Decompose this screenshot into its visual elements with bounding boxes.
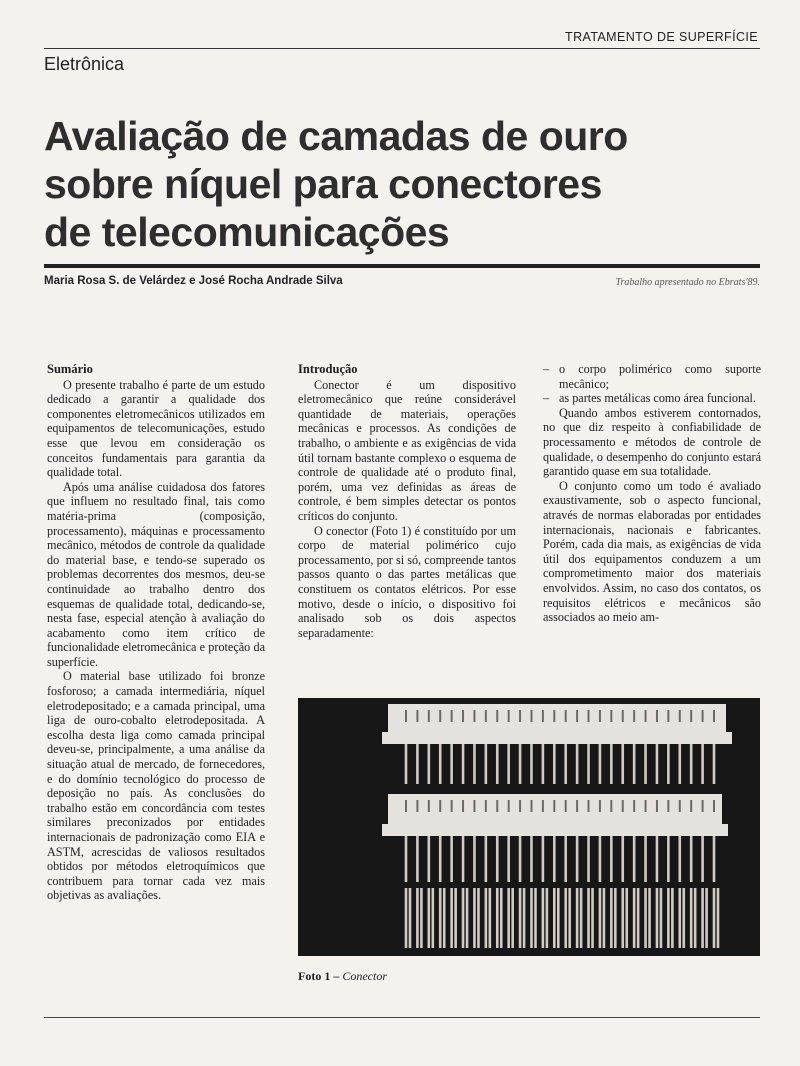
connector-pin bbox=[603, 888, 606, 948]
connector-slot bbox=[622, 710, 624, 722]
connector-pin bbox=[462, 888, 465, 948]
connector-slot bbox=[542, 710, 544, 722]
connector-slot bbox=[622, 800, 624, 812]
photo-caption bbox=[298, 969, 387, 984]
top-rule bbox=[44, 48, 760, 49]
connector-pin bbox=[496, 836, 499, 882]
connector-pin bbox=[519, 744, 522, 784]
connector-pin bbox=[690, 744, 693, 784]
connector-pin bbox=[610, 744, 613, 784]
connector-flange bbox=[382, 732, 732, 744]
connector-pin bbox=[705, 888, 708, 948]
connector-pin bbox=[553, 836, 556, 882]
connector-pin bbox=[701, 744, 704, 784]
connector-slot bbox=[553, 800, 555, 812]
connector-slot bbox=[508, 800, 510, 812]
connector-pin bbox=[660, 888, 663, 948]
caption-text: Conector bbox=[342, 969, 387, 983]
connector-pin bbox=[568, 888, 571, 948]
connector-pin bbox=[678, 888, 681, 948]
connector-pin bbox=[648, 888, 651, 948]
connector-pin bbox=[644, 744, 647, 784]
connector-pin bbox=[599, 888, 602, 948]
connector-slot bbox=[610, 710, 612, 722]
connector-pin bbox=[553, 744, 556, 784]
connector-pin bbox=[656, 744, 659, 784]
connector-slot bbox=[667, 800, 669, 812]
caption-label: Foto 1 – bbox=[298, 969, 340, 983]
aspects-list bbox=[543, 362, 761, 406]
connector-pin bbox=[519, 836, 522, 882]
connector-pin bbox=[530, 836, 533, 882]
connector-pin bbox=[416, 836, 419, 882]
connector-pin bbox=[644, 888, 647, 948]
connector-slot bbox=[485, 800, 487, 812]
connector-pin bbox=[530, 744, 533, 784]
connector-slot bbox=[439, 710, 441, 722]
connector-pin bbox=[473, 836, 476, 882]
connector-pin bbox=[507, 744, 510, 784]
connector-pin bbox=[678, 836, 681, 882]
connector-pin bbox=[564, 836, 567, 882]
connector-pin bbox=[519, 888, 522, 948]
connector-pin bbox=[621, 836, 624, 882]
connector-slot bbox=[508, 710, 510, 722]
connector-slot bbox=[473, 800, 475, 812]
connector-slot bbox=[519, 710, 521, 722]
section-tag: TRATAMENTO DE SUPERFÍCIE bbox=[565, 30, 758, 44]
connector-slot bbox=[405, 800, 407, 812]
connector-pin bbox=[713, 888, 716, 948]
connector-slot bbox=[462, 800, 464, 812]
connector-slot bbox=[462, 710, 464, 722]
connector-pin bbox=[644, 836, 647, 882]
connector-pin bbox=[713, 836, 716, 882]
connector-pin bbox=[454, 888, 457, 948]
introduction-column bbox=[298, 362, 516, 640]
connector-pin bbox=[564, 888, 567, 948]
introduction-paragraph: O conector (Foto 1) é constituído por um corpo de material polimérico cujo processamento, por si só, compreende tantos passos quanto o das partes metálicas que constituem os contatos elétricos. Por esse motivo, desde o início, o dispositivo foi analisado sob os dois aspectos separadamente: bbox=[298, 523, 516, 640]
summary-column bbox=[47, 362, 265, 903]
connector-slot bbox=[565, 710, 567, 722]
connector-slot bbox=[713, 800, 715, 812]
list-dash: – bbox=[543, 391, 550, 406]
connector-pin bbox=[542, 744, 545, 784]
connector-pin bbox=[439, 836, 442, 882]
connector-pin bbox=[542, 836, 545, 882]
connector-pin bbox=[564, 744, 567, 784]
connector-pin bbox=[485, 888, 488, 948]
connector-pin bbox=[485, 744, 488, 784]
connector-slot bbox=[588, 710, 590, 722]
bottom-rule bbox=[44, 1017, 760, 1018]
connector-pin bbox=[694, 888, 697, 948]
connector-pin bbox=[599, 744, 602, 784]
connector-slot bbox=[656, 800, 658, 812]
connector-pin bbox=[625, 888, 628, 948]
connector-pin bbox=[701, 888, 704, 948]
connector-pin bbox=[633, 744, 636, 784]
connector-pin bbox=[546, 888, 549, 948]
title-rule bbox=[44, 264, 760, 268]
connector-pin bbox=[489, 888, 492, 948]
connector-pin bbox=[416, 744, 419, 784]
authors: Maria Rosa S. de Velárdez e José Rocha Andrade Silva bbox=[44, 275, 343, 287]
connector-pin bbox=[580, 888, 583, 948]
continuation-paragraph: O conjunto como um todo é avaliado exaustivamente, sob o aspecto funcional, através de normas elaboradas por entidades internacionais, nacionais e fabricantes. Porém, cada dia mais, as exigências de vida útil dos equipamentos conduzem a um comprometimento maior dos materiais envolvidos. Assim, no caso dos contatos, os requisitos elétricos e mecânicos são associados ao meio am- bbox=[543, 478, 761, 625]
connector-slot bbox=[553, 710, 555, 722]
connector-pin bbox=[671, 888, 674, 948]
continuation-paragraph: Quando ambos estiverem contornados, no que diz respeito à confiabilidade de processamento e métodos de controle de qualidade, o desempenho do conjunto estará garantido quase em sua totalidade. bbox=[543, 405, 761, 479]
connector-pin bbox=[667, 744, 670, 784]
title-line: sobre níquel para conectores bbox=[44, 161, 602, 207]
connector-pin bbox=[542, 888, 545, 948]
connector-pin bbox=[557, 888, 560, 948]
connector-slot bbox=[451, 710, 453, 722]
connector-pin bbox=[633, 888, 636, 948]
list-item-text: o corpo polimérico como suporte mecânico; bbox=[559, 362, 761, 391]
connector-slot bbox=[679, 710, 681, 722]
connector-pin bbox=[667, 836, 670, 882]
connector-pin bbox=[682, 888, 685, 948]
connector-slot bbox=[451, 800, 453, 812]
connector-slot bbox=[565, 800, 567, 812]
connector-slot bbox=[428, 710, 430, 722]
connector-slot bbox=[542, 800, 544, 812]
connector-pin bbox=[717, 888, 720, 948]
list-item bbox=[543, 391, 761, 406]
connector-slot bbox=[656, 710, 658, 722]
connector-pin bbox=[553, 888, 556, 948]
connector-slot bbox=[485, 710, 487, 722]
connector-pin bbox=[656, 888, 659, 948]
connector-pin bbox=[656, 836, 659, 882]
connector-slot bbox=[428, 800, 430, 812]
connector-photo-image bbox=[298, 698, 760, 956]
connector-pin bbox=[690, 888, 693, 948]
connector-pin bbox=[576, 888, 579, 948]
connector-pin bbox=[701, 836, 704, 882]
connector-slot bbox=[645, 710, 647, 722]
connector-pin bbox=[473, 744, 476, 784]
connector-pin bbox=[507, 888, 510, 948]
connector-pin bbox=[432, 888, 435, 948]
connector-slot bbox=[588, 800, 590, 812]
connector-slot bbox=[610, 800, 612, 812]
article-title bbox=[44, 112, 760, 256]
connector-photo bbox=[298, 698, 760, 956]
connector-pin bbox=[576, 744, 579, 784]
connector-pin bbox=[511, 888, 514, 948]
connector-slot bbox=[519, 800, 521, 812]
connector-pin bbox=[450, 888, 453, 948]
connector-pin bbox=[534, 888, 537, 948]
connector-pin bbox=[439, 744, 442, 784]
connector-pin bbox=[443, 888, 446, 948]
connector-pin bbox=[507, 836, 510, 882]
connector-pin bbox=[690, 836, 693, 882]
connector-pin bbox=[614, 888, 617, 948]
connector-slot bbox=[473, 710, 475, 722]
connector-pin bbox=[587, 836, 590, 882]
summary-paragraph: O material base utilizado foi bronze fosforoso; a camada intermediária, níquel eletrodepositado; e a camada principal, uma liga de ouro-cobalto eletrodepositada. A escolha desta liga como camada principal deveu-se, principalmente, a uma análise da situação atual de mercado, de fornecedores, e do domínio tecnológico do processo de deposição no país. As conclusões do trabalho estão em concordância com testes similares preconizados por entidades internacionais de padronização como EIA e ASTM, acrescidas de valiosos resultados obtidos por métodos eletroquímicos que contribuem para tornar cada vez mais objetivas as avaliações. bbox=[47, 669, 265, 903]
connector-pin bbox=[591, 888, 594, 948]
connector-pin bbox=[621, 744, 624, 784]
connector-pin bbox=[667, 888, 670, 948]
connector-pin bbox=[621, 888, 624, 948]
connector-slot bbox=[599, 800, 601, 812]
connector-pin bbox=[428, 888, 431, 948]
summary-heading: Sumário bbox=[47, 362, 93, 376]
connector-pin bbox=[610, 836, 613, 882]
connector-slot bbox=[645, 800, 647, 812]
connector-pin bbox=[678, 744, 681, 784]
continuation-column bbox=[543, 362, 761, 625]
connector-pin bbox=[496, 888, 499, 948]
introduction-heading: Introdução bbox=[298, 362, 358, 376]
connector-slot bbox=[530, 710, 532, 722]
connector-pin bbox=[409, 888, 412, 948]
connector-slot bbox=[496, 800, 498, 812]
connector-slot bbox=[690, 710, 692, 722]
connector-slot bbox=[713, 710, 715, 722]
connector-slot bbox=[416, 800, 418, 812]
connector-pin bbox=[450, 836, 453, 882]
connector-pin bbox=[428, 836, 431, 882]
connector-slot bbox=[633, 710, 635, 722]
connector-slot bbox=[690, 800, 692, 812]
list-item bbox=[543, 362, 761, 391]
list-item-text: as partes metálicas como área funcional. bbox=[559, 391, 756, 406]
introduction-paragraph: Conector é um dispositivo eletromecânico que reúne considerável quantidade de materiais, operações mecânicas e processos. As condições de trabalho, o ambiente e as exigências de vida útil tornam bastante complexo o esquema de controle de qualidade até o produto final, porém, uma vez definidas as áreas de controle, é bem simples detectar os pontos críticos do conjunto. bbox=[298, 377, 516, 523]
connector-pin bbox=[428, 744, 431, 784]
title-line: de telecomunicações bbox=[44, 209, 450, 255]
connector-flange bbox=[382, 824, 728, 836]
connector-pin bbox=[466, 888, 469, 948]
connector-slot bbox=[633, 800, 635, 812]
connector-pin bbox=[462, 836, 465, 882]
connector-pin bbox=[530, 888, 533, 948]
connector-slot bbox=[679, 800, 681, 812]
connector-pin bbox=[576, 836, 579, 882]
connector-pin bbox=[496, 744, 499, 784]
connector-pin bbox=[416, 888, 419, 948]
connector-slot bbox=[416, 710, 418, 722]
connector-pin bbox=[420, 888, 423, 948]
connector-slot bbox=[530, 800, 532, 812]
connector-slot bbox=[405, 710, 407, 722]
connector-pin bbox=[523, 888, 526, 948]
list-dash: – bbox=[543, 362, 550, 376]
connector-slot bbox=[576, 710, 578, 722]
connector-pin bbox=[473, 888, 476, 948]
connector-pin bbox=[633, 836, 636, 882]
connector-slot bbox=[702, 710, 704, 722]
connector-slot bbox=[496, 710, 498, 722]
category-label: Eletrônica bbox=[44, 54, 125, 74]
connector-pin bbox=[450, 744, 453, 784]
connector-slot bbox=[576, 800, 578, 812]
connector-pin bbox=[610, 888, 613, 948]
connector-pin bbox=[477, 888, 480, 948]
summary-paragraph: Após uma análise cuidadosa dos fatores que influem no resultado final, tais como matéria-prima (composição, processamento), máquinas e processamento mecânico, métodos de controle da qualidade do material base, e tendo-se superado os problemas decorrentes dos mesmos, deu-se continuidade ao trabalho dentro dos esquemas de qualidade total, dedicando-se, nesta fase, especial atenção à avaliação do acabamento como item crítico de funcionalidade eletromecânica e proteção da superfície. bbox=[47, 479, 265, 669]
connector-pin bbox=[500, 888, 503, 948]
connector-pin bbox=[637, 888, 640, 948]
connector-slot bbox=[439, 800, 441, 812]
summary-paragraph: O presente trabalho é parte de um estudo dedicado a garantir a qualidade dos componentes eletromecânicos utilizados em equipamentos de telecomunicações, estudo esse que levou em consideração os conceitos fundamentais para garantia da qualidade total. bbox=[47, 377, 265, 480]
connector-pin bbox=[405, 888, 408, 948]
connector-pin bbox=[439, 888, 442, 948]
title-line: Avaliação de camadas de ouro bbox=[44, 113, 628, 159]
connector-pin bbox=[485, 836, 488, 882]
connector-pin bbox=[713, 744, 716, 784]
connector-pin bbox=[587, 888, 590, 948]
connector-pin bbox=[599, 836, 602, 882]
connector-slot bbox=[702, 800, 704, 812]
connector-pin bbox=[587, 744, 590, 784]
connector-pin bbox=[405, 836, 408, 882]
presentation-note: Trabalho apresentado no Ebrats'89. bbox=[615, 277, 760, 288]
connector-pin bbox=[405, 744, 408, 784]
connector-pin bbox=[462, 744, 465, 784]
connector-slot bbox=[667, 710, 669, 722]
connector-slot bbox=[599, 710, 601, 722]
